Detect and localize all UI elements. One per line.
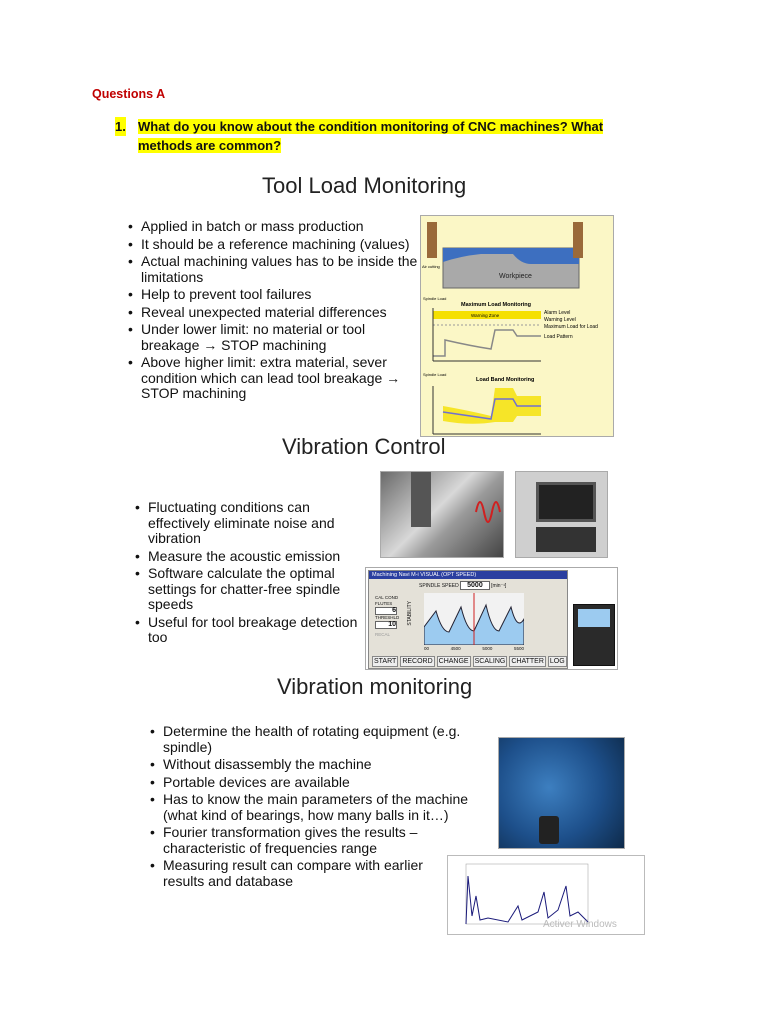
machining-navi-screenshot — [365, 567, 618, 670]
bullet: • Has to know the main parameters of the machine (what kind of bearings, how many balls in it…) — [150, 792, 485, 823]
machining-photo — [380, 471, 504, 558]
log-button[interactable]: LOG — [549, 658, 565, 665]
bullet: • Under lower limit: no material or tool breakage → STOP machining — [128, 322, 418, 353]
bullet: • Without disassembly the machine — [150, 757, 485, 773]
tick: 5000 — [482, 646, 493, 651]
load-pattern-label: Load Pattern — [544, 334, 573, 340]
bullet: • Measure the acoustic emission — [135, 549, 360, 565]
controller-photo — [573, 604, 615, 666]
spindle-speed-value: 5000 — [460, 581, 490, 590]
bullet: • Determine the health of rotating equipment (e.g. spindle) — [150, 724, 485, 755]
record-button[interactable]: RECORD — [402, 658, 433, 665]
air-cutting-label: Air cutting — [422, 264, 440, 269]
chatter-button[interactable]: CHATTER — [511, 658, 544, 665]
tick: 4500 — [450, 646, 461, 651]
max-load-title: Maximum Load Monitoring — [461, 302, 531, 308]
threshold-value: 10 — [375, 621, 397, 629]
bullet: • Above higher limit: extra material, sever condition which can lead tool breakage → STOP machining — [128, 355, 418, 402]
section-title-tool-load: Tool Load Monitoring — [262, 173, 467, 198]
question-text: What do you know about the condition monitoring of CNC machines? What methods are common? — [138, 119, 604, 153]
bullet: • Reveal unexpected material differences — [128, 305, 418, 321]
window-title: Machining Navi M-i VISUAL (OPT SPEED) — [369, 571, 567, 579]
questions-heading: Questions A — [92, 87, 166, 101]
tool-load-bullets — [128, 219, 418, 404]
threshold-label: THRESHLD — [375, 615, 400, 620]
bullet: • Measuring result can compare with earlier results and database — [150, 858, 440, 889]
flutes-label: FLUTES — [375, 601, 393, 606]
spectrum-chart — [447, 855, 645, 935]
bullet: • Software calculate the optimal settings for chatter-free spindle speeds — [135, 566, 360, 613]
spindle-load-label: Spindle Load — [423, 296, 447, 301]
band-title: Load Band Monitoring — [476, 377, 535, 383]
tick: 00 — [424, 646, 430, 651]
start-button[interactable]: START — [374, 658, 397, 665]
unit: [min⁻¹] — [491, 583, 507, 589]
bullet: • Help to prevent tool failures — [128, 287, 418, 303]
change-button[interactable]: CHANGE — [438, 658, 469, 665]
bullet: • Actual machining values has to be inside the limitations — [128, 254, 418, 285]
max-load-label: Maximum Load for Load — [544, 324, 598, 330]
vibration-monitoring-bullets — [150, 724, 485, 891]
tick: 5500 — [513, 646, 524, 651]
recal-button[interactable]: RECAL — [375, 632, 391, 637]
cnc-panel-photo — [515, 471, 608, 558]
stability-axis-label: STABILITY — [407, 601, 413, 626]
bullet: • It should be a reference machining (values) — [128, 237, 418, 253]
alarm-level-label: Alarm Level — [544, 310, 571, 316]
workpiece-label: Workpiece — [499, 273, 532, 280]
question-1 — [115, 117, 660, 155]
bullet: • Fourier transformation gives the results – characteristic of frequencies range — [150, 825, 440, 856]
flutes-value: 6 — [375, 607, 397, 615]
motor-photo — [498, 737, 625, 849]
warning-zone-label: Warning Zone — [471, 313, 500, 318]
cal-cond: CAL COND — [375, 595, 399, 600]
spindle-load-label-2: Spindle Load — [423, 372, 447, 377]
section-title-vibration-control: Vibration Control — [282, 434, 446, 459]
tool-load-diagram — [420, 215, 614, 437]
bullet: • Applied in batch or mass production — [128, 219, 418, 235]
bullet: • Portable devices are available — [150, 775, 485, 791]
bullet: • Useful for tool breakage detection too — [135, 615, 360, 646]
warning-level-label: Warning Level — [544, 317, 576, 323]
question-number: 1. — [115, 119, 126, 134]
scaling-button[interactable]: SCALING — [474, 658, 506, 665]
spindle-speed-label: SPINDLE SPEED — [419, 583, 459, 589]
bullet: • Fluctuating conditions can effectively eliminate noise and vibration — [135, 500, 360, 547]
watermark: Activer Windows — [543, 919, 617, 930]
vibration-control-bullets — [135, 500, 360, 648]
section-title-vibration-monitoring: Vibration monitoring — [277, 674, 473, 699]
